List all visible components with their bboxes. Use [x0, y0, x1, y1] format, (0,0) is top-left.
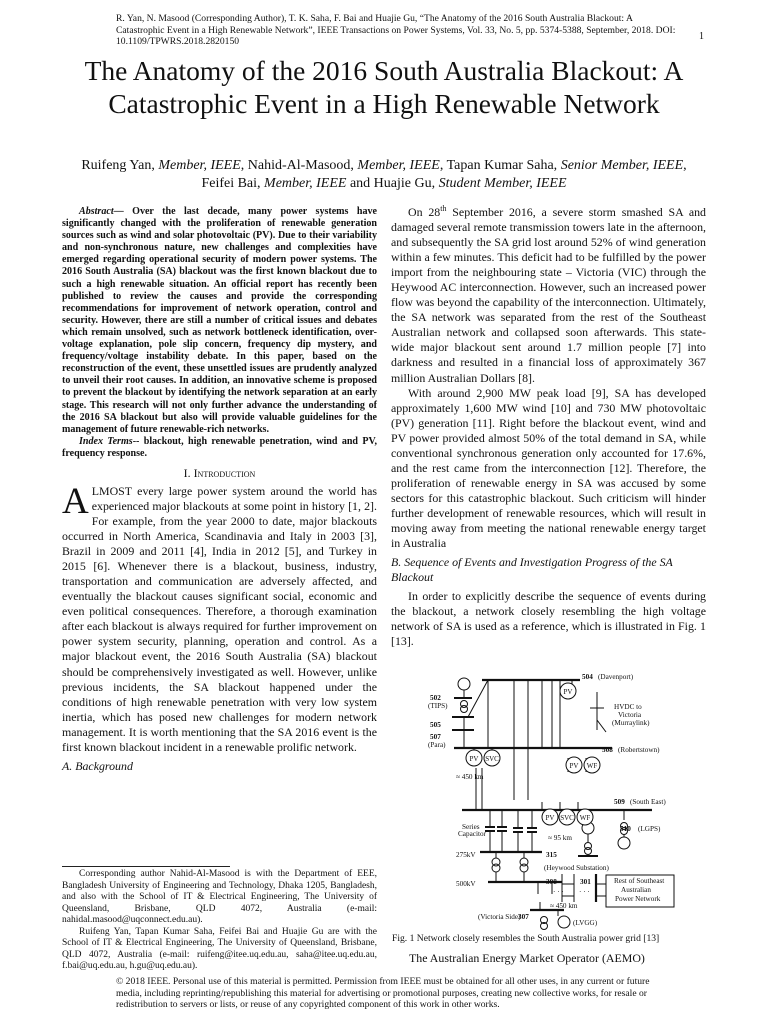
- abstract-dash: —: [113, 206, 133, 217]
- bus-label: 307: [518, 913, 529, 921]
- footnote: Ruifeng Yan, Tapan Kumar Saha, Feifei Bai and Huajie Gu are with the School of IT & Electrical Engineering, The University of Queensland, Brisbane, QLD 4072, Australia (e-mail: ruifeng@itee.uq.edu.au, saha@itee.uq.edu.au, f.bai@uq.edu.au, h.gu@uq.edu.au).: [62, 926, 377, 971]
- author-name: and Huajie Gu,: [346, 175, 439, 191]
- hvdc-label: Victoria: [618, 711, 642, 719]
- abstract-text: Over the last decade, many power systems have significantly changed with the proliferation of renewable generation sources such as wind and solar photovoltaic (PV). Due to their variability and non-synchronous nature, new challenges and complexities have emerged regarding operational security of modern power systems. The 2016 South Australia (SA) blackout was the first known blackout due to such a high renewable situation. An official report has recently been published to review the causes and provide the corresponding recommendations for improvement of network operation, control and security. However, there are still a number of critical issues and debates which remain unsolved, such as network bottleneck identification, over-voltage explanation, pole slip concern, frequency dip mystery, and frequency/voltage instability debate. In this paper, based on the reconstruction of the event, these unsettled issues are prudently analyzed to unveil their root causes. In addition, an innovative scheme is proposed to prevent the blackout by identifying the network separation at an early stage. This research will not only further advance the understanding of the 2016 SA blackout but also will provide valuable guidelines for the management of future renewable-rich networks.: [62, 206, 377, 435]
- hvdc-label: (Murraylink): [612, 719, 650, 727]
- bus-label: 301: [580, 878, 591, 886]
- text-run: On 28: [408, 205, 441, 219]
- series-capacitor-label: Capacitor: [458, 830, 486, 838]
- voltage-label: 275kV: [456, 851, 476, 859]
- bus-name: (LVGG): [573, 919, 598, 927]
- wf-label: WF: [586, 762, 598, 770]
- distance-label: ≈ 450 km: [550, 902, 578, 910]
- abstract: [62, 206, 377, 436]
- bus-name: (TIPS): [428, 702, 448, 710]
- diagram-svg: [392, 670, 704, 932]
- body-paragraph: The Australian Energy Market Operator (AEMO): [409, 951, 645, 965]
- bus-name: (Robertstown): [618, 746, 660, 754]
- index-terms: [62, 436, 377, 460]
- author-role: Member, IEEE: [264, 175, 347, 191]
- continuation-dots: · · ·: [553, 888, 564, 896]
- author-role: Senior Member, IEEE: [560, 158, 684, 173]
- author-role: Student Member, IEEE: [438, 175, 567, 191]
- bus-name: (LGPS): [638, 825, 661, 833]
- svc-label: SVC: [485, 755, 499, 763]
- author-role: Member, IEEE: [158, 158, 241, 173]
- subsection-heading: B. Sequence of Events and Investigation Progress of the SA Blackout: [391, 555, 673, 585]
- section-title: Introduction: [193, 465, 256, 480]
- bus-label: 505: [430, 721, 441, 729]
- index-terms-text: -- blackout, high renewable penetration, wind and PV, frequency response.: [62, 435, 377, 459]
- footnote-divider: [62, 866, 230, 867]
- body-paragraph: [391, 205, 706, 386]
- distance-label: ≈ 450 km: [456, 773, 484, 781]
- footnotes: [62, 869, 377, 973]
- bus-label: 509: [614, 798, 625, 806]
- subsection-heading: A. Background: [62, 758, 133, 773]
- author-name: , Tapan Kumar Saha,: [439, 158, 561, 173]
- bus-label: 508: [602, 746, 613, 754]
- network-box-label: Australian: [621, 886, 651, 894]
- page-number: 1: [699, 31, 704, 42]
- network-box-label: Rest of Southeast: [614, 877, 665, 885]
- intro-text: every large power system around the world has experienced major blackouts at some point in history [1, 2]. For example, from the year 2000 to date, major blackouts occurred in North America, Scandinavia and Italy in 2003 [3], Brazil in 2009 and 2011 [4], India in 2012 [5], and Turkey in 2015 [6]. Whenever there is a blackout, business, industry, transportation and communication are adversely affected, and eventually the blackout causes significant social, economic and even political consequences. Therefore, a thorough examination after each blackout is always required for further improvement on power system security, planning, operation and control. As a major blackout event, the 2016 South Australia (SA) blackout should be comprehensively investigated as well. However, unlike previous incidents, the SA blackout happened under the conditions of high renewable penetration with very low system inertia, which has posed new challenges for modern network management. It is worth mentioning that the SA 2016 event is the first known blackout incident in a renewable prolific network.: [62, 483, 377, 754]
- bus-label: 308: [546, 878, 557, 886]
- footnote: Corresponding author Nahid-Al-Masood is with the Department of EEE, Bangladesh University of Engineering and Technology, Dhaka 1205, Bangladesh, and also with the School of IT & Electrical Engineering, The University of Queensland, Brisbane, QLD 4072, Australia (e-mail: nahidal.masood@uqconnect.edu.au).: [62, 869, 377, 925]
- pv-label: PV: [569, 762, 579, 770]
- pv-label: PV: [545, 814, 555, 822]
- bus-name: (Victoria Side): [478, 913, 521, 921]
- copyright-notice: © 2018 IEEE. Personal use of this material is permitted. Permission from IEEE must be obtained for all other uses, in any current or future media, including reprinting/republishing this material for advertising or promotional purposes, creating new collective works, for resale or redistribution to servers or lists, or reuse of any copyrighted component of this work in other works.: [116, 976, 650, 1011]
- bus-label: 507: [430, 733, 441, 741]
- bus-name: (Davenport): [598, 673, 634, 681]
- figure-caption: Fig. 1 Network closely resembles the South Australia power grid [13]: [392, 933, 660, 944]
- series-capacitor-label: Series: [462, 823, 480, 831]
- bus-name: (Heywood Substation): [544, 864, 609, 872]
- pv-label: PV: [563, 688, 573, 696]
- author-name: , Nahid-Al-Masood,: [240, 158, 358, 173]
- bus-name: (Para): [428, 741, 446, 749]
- paper-title: The Anatomy of the 2016 South Australia Blackout: A Catastrophic Event in a High Renewable Network: [84, 55, 684, 119]
- citation-header: R. Yan, N. Masood (Corresponding Author), T. K. Saha, F. Bai and Huajie Gu, “The Anatomy of the 2016 South Australia Blackout: A Catastrophic Event in a High Renewable Network”, IEEE Transactions on Power Systems, Vol. 33, No. 5, pp. 5374-5388, September, 2018. DOI: 10.1109/TPWRS.2018.2820150: [116, 13, 676, 48]
- bus-label: 502: [430, 694, 441, 702]
- author-role: Member, IEEE: [357, 158, 440, 173]
- introduction-paragraph: [62, 480, 377, 755]
- text-run: September 2016, a severe storm smashed SA and damaged several remote transmission towers late in the afternoon, and subsequently the SA grid lost around 52% of wind generation within a few minutes. This deficit had to be fulfilled by the power import from the neighbouring state – Victoria (VIC) through the Heywood AC interconnection. However, such an increased power flow was beyond the capability of the interconnection. Ultimately, the SA network was separated from the rest of the Southeast Australian network and collapsed soon afterwards. This state-wide major blackout sent around 1.7 million people [7] into darkness and resulted in a financial loss of approximately 367 million Australian Dollars [8].: [391, 205, 706, 385]
- author-name: , Feifei Bai,: [201, 158, 687, 191]
- body-paragraph: In order to explicitly describe the sequence of events during the blackout, a network closely resembling the high voltage network of SA is used as a reference, which is illustrated in Fig. 1 [13].: [391, 589, 706, 649]
- hvdc-label: HVDC to: [614, 703, 642, 711]
- network-diagram: [392, 670, 704, 932]
- network-box-label: Power Network: [615, 895, 661, 903]
- generator-symbol: [458, 678, 470, 690]
- body-paragraph: With around 2,900 MW peak load [9], SA has developed approximately 1,600 MW wind [10] and 730 MW photovoltaic (PV) generation [11]. Right before the blackout event, wind and PV power provided almost 50% of the total demand in SA, while conventional synchronous generation only accounted for 17.6%, and the rest came from the interconnection [12]. Therefore, the proliferation of renewable energy in SA was accused by some sectors for this catastrophic blackout. Such criticism will hinder further development of renewable resources, which will result in moving away from meeting the national renewable energy target in Australia: [391, 385, 706, 551]
- bus-label: 510: [620, 825, 631, 833]
- svc-label: SVC: [560, 814, 574, 822]
- superscript: th: [440, 204, 447, 214]
- lead-word: LMOST: [91, 483, 133, 498]
- section-numeral: I.: [183, 465, 191, 480]
- voltage-label: 500kV: [456, 880, 476, 888]
- author-list: [70, 157, 698, 192]
- right-column: [391, 205, 706, 649]
- abstract-label: Abstract: [79, 206, 114, 217]
- author-name: Ruifeng Yan,: [81, 158, 159, 173]
- left-column: [62, 206, 377, 778]
- continuation-dots: · · ·: [579, 888, 590, 896]
- pv-label: PV: [469, 755, 479, 763]
- distance-label: ≈ 95 km: [548, 834, 572, 842]
- bus-label: 504: [582, 673, 593, 681]
- bus-label: 315: [546, 851, 557, 859]
- drop-cap: A: [62, 480, 89, 522]
- wf-label: WF: [579, 814, 591, 822]
- bus-name: (South East): [630, 798, 666, 806]
- index-terms-label: Index Terms: [79, 435, 133, 447]
- section-heading: [62, 466, 377, 480]
